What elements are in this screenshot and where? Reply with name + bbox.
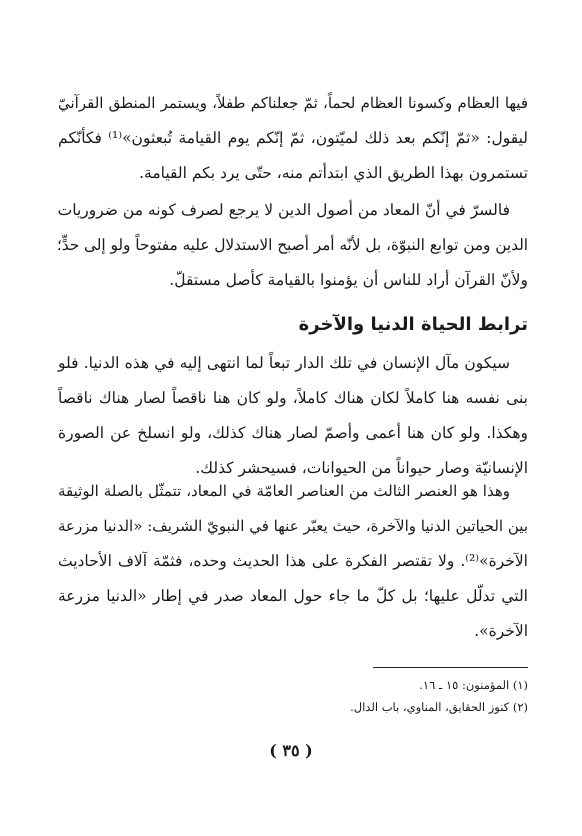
paragraph-3 xyxy=(58,346,528,486)
paragraph-line: فيها العظام وكسونا العظام لحماً، ثمّ جعلناكم طفلاً، ويستمر المنطق القرآنيّ xyxy=(58,94,528,112)
footnote: (١) المؤمنون: ١٥ ـ ١٦. xyxy=(419,678,528,692)
paragraph-line: وهكذا. ولو كان هنا أعمى وأصمّ لصار هناك كذلك، ولو انسلخ عن الصورة xyxy=(58,424,528,442)
paragraph-line: ولأنّ القرآن أراد للناس أن يؤمنوا بالقيامة كأصل مستقلّ. xyxy=(169,271,528,289)
page-number: ( ٣٥ ) xyxy=(269,741,313,760)
footnote: (٢) كنوز الحقايق، المناوي، باب الدال. xyxy=(350,700,528,714)
paragraph-line: الدين ومن توابع النبوّة، بل لأنّه أمر أصبح الاستدلال عليه مفتوحاً ولو إلى حدٍّ؛ xyxy=(56,236,528,254)
paragraph-line: سيكون مآل الإنسان في تلك الدار تبعاً لما انتهى إليه في هذه الدنيا. فلو xyxy=(58,354,510,372)
paragraph-1 xyxy=(58,86,528,191)
paragraph-2 xyxy=(58,193,528,298)
paragraph-line: وهذا هو العنصر الثالث من العناصر العامّة في المعاد، تتمثّل بالصلة الوثيقة xyxy=(58,482,510,500)
paragraph-line: تستمرون بهذا الطريق الذي ابتدأتم منه، حتّى يرد بكم القيامة. xyxy=(139,164,528,182)
footnotes xyxy=(58,674,528,718)
paragraph-4 xyxy=(58,474,528,649)
paragraph-line: بين الحياتين الدنيا والآخرة، حيث يعبّر عنها في النبويّ الشريف: «الدنيا مزرعة xyxy=(58,517,528,535)
paragraph-line: ليقول: «ثمّ إنّكم بعد ذلك لميّتون، ثمّ إنّكم يوم القيامة تُبعثون»⁽¹⁾ فكأنّكم xyxy=(58,129,528,147)
paragraph-line: الآخرة»⁽²⁾. ولا تقتصر الفكرة على هذا الحديث وحده، فثمّة آلاف الأحاديث xyxy=(58,552,528,570)
paragraph-line: التي تدلّل عليها؛ بل كلّ ما جاء حول المعاد صدر في إطار «الدنيا مزرعة xyxy=(58,587,528,605)
paragraph-line: بنى نفسه هنا كاملاً لكان هناك كاملاً، ولو كان هنا ناقصاً لصار هناك ناقصاً xyxy=(58,389,528,407)
paragraph-line: فالسرّ في أنّ المعاد من أصول الدين لا يرجع لصرف كونه من ضروريات xyxy=(57,201,510,219)
paragraph-line: الآخرة». xyxy=(474,622,528,640)
footnote-divider xyxy=(373,667,528,668)
paragraph-line: الإنسانيّة وصار حيواناً من الحيوانات، فسيحشر كذلك. xyxy=(195,459,528,477)
section-heading: ترابط الحياة الدنيا والآخرة xyxy=(298,314,528,335)
